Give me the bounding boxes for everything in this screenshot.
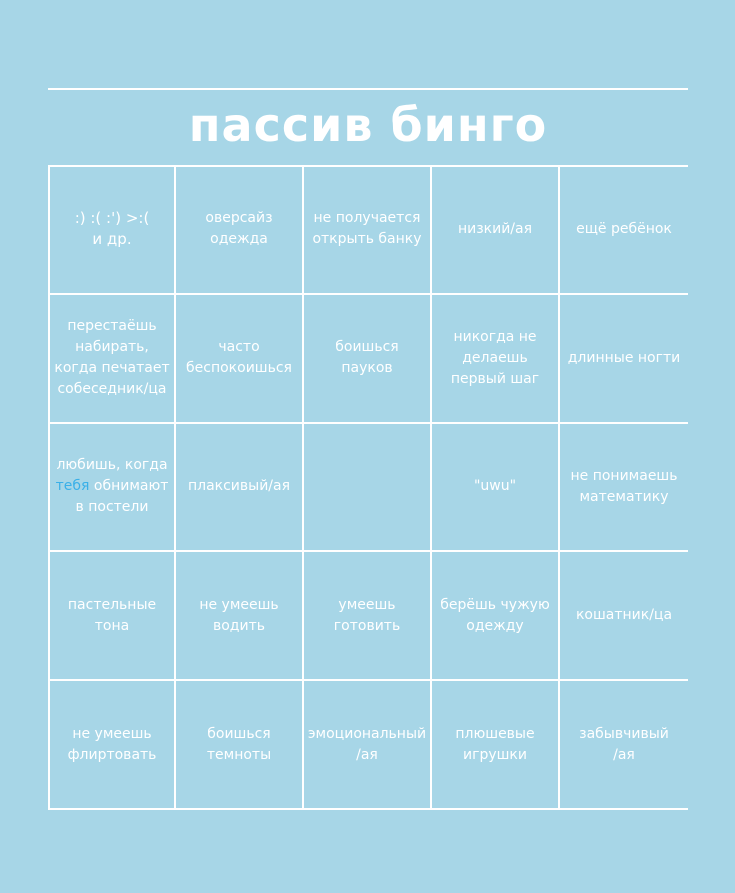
cell-text: боишься пауков (335, 339, 399, 377)
bingo-cell-r0-c0[interactable] (48, 166, 176, 295)
cell-text: не умеешь флиртовать (67, 725, 157, 763)
bingo-cell-r2-c1[interactable] (176, 424, 304, 553)
bingo-cell-r1-c0[interactable] (48, 295, 176, 424)
cell-text: никогда не делаешь первый шаг (450, 328, 540, 387)
bingo-cell-r4-c0[interactable] (48, 681, 176, 810)
cell-text: "uwu" (473, 478, 517, 495)
bingo-cell-r2-c0[interactable] (48, 424, 176, 553)
cell-text: не получается открыть банку (312, 210, 422, 248)
bingo-cell-r1-c2[interactable] (304, 295, 432, 424)
bingo-cell-r2-c4[interactable] (560, 424, 688, 553)
bingo-cell-r2-c2-free[interactable] (304, 424, 432, 553)
cell-text: берёшь чужую одежду (440, 596, 550, 634)
bingo-cell-r2-c3[interactable] (432, 424, 560, 553)
cell-text: не умеешь водить (199, 596, 279, 634)
cell-text-post: обнимают в постели (75, 478, 169, 516)
cell-text: :) :( :') >:( и др. (74, 209, 150, 249)
bingo-cell-r3-c3[interactable] (432, 552, 560, 681)
cell-text: боишься темноты (206, 725, 272, 763)
cell-text: не понимаешь математику (570, 467, 678, 505)
bingo-cell-r3-c4[interactable] (560, 552, 688, 681)
cell-text: пастельные тона (67, 596, 157, 634)
cell-text: часто беспокоишься (186, 339, 292, 377)
bingo-cell-r1-c1[interactable] (176, 295, 304, 424)
cell-text: низкий/ая (457, 220, 533, 237)
cell-text: плюшевые игрушки (455, 725, 535, 763)
bingo-cell-r4-c1[interactable] (176, 681, 304, 810)
cell-text: кошатник/ца (575, 607, 673, 624)
cell-text (52, 455, 172, 518)
cell-text: длинные ногти (567, 349, 681, 366)
cell-text: плаксивый/ая (187, 478, 291, 495)
cell-text: эмоциональный /ая (307, 725, 427, 763)
bingo-cell-r3-c0[interactable] (48, 552, 176, 681)
cell-text: умеешь готовить (333, 596, 401, 634)
bingo-cell-r4-c3[interactable] (432, 681, 560, 810)
cell-text: перестаёшь набирать, когда печатает собеседник/ца (54, 318, 170, 398)
bingo-cell-r1-c4[interactable] (560, 295, 688, 424)
bingo-grid (48, 166, 688, 810)
bingo-cell-r0-c4[interactable] (560, 166, 688, 295)
bingo-cell-r0-c1[interactable] (176, 166, 304, 295)
bingo-cell-r3-c1[interactable] (176, 552, 304, 681)
bingo-cell-r0-c2[interactable] (304, 166, 432, 295)
bingo-cell-r0-c3[interactable] (432, 166, 560, 295)
cell-text-pre: любишь, когда (56, 457, 168, 474)
cell-text-highlight: тебя (55, 478, 90, 495)
bingo-title: пассив бинго (188, 98, 548, 152)
bingo-cell-r3-c2[interactable] (304, 552, 432, 681)
bingo-cell-r4-c4[interactable] (560, 681, 688, 810)
bingo-cell-r1-c3[interactable] (432, 295, 560, 424)
bingo-cell-r4-c2[interactable] (304, 681, 432, 810)
cell-text: забывчивый /ая (579, 725, 669, 763)
cell-text: оверсайз одежда (205, 210, 273, 248)
cell-text: ещё ребёнок (576, 220, 672, 237)
